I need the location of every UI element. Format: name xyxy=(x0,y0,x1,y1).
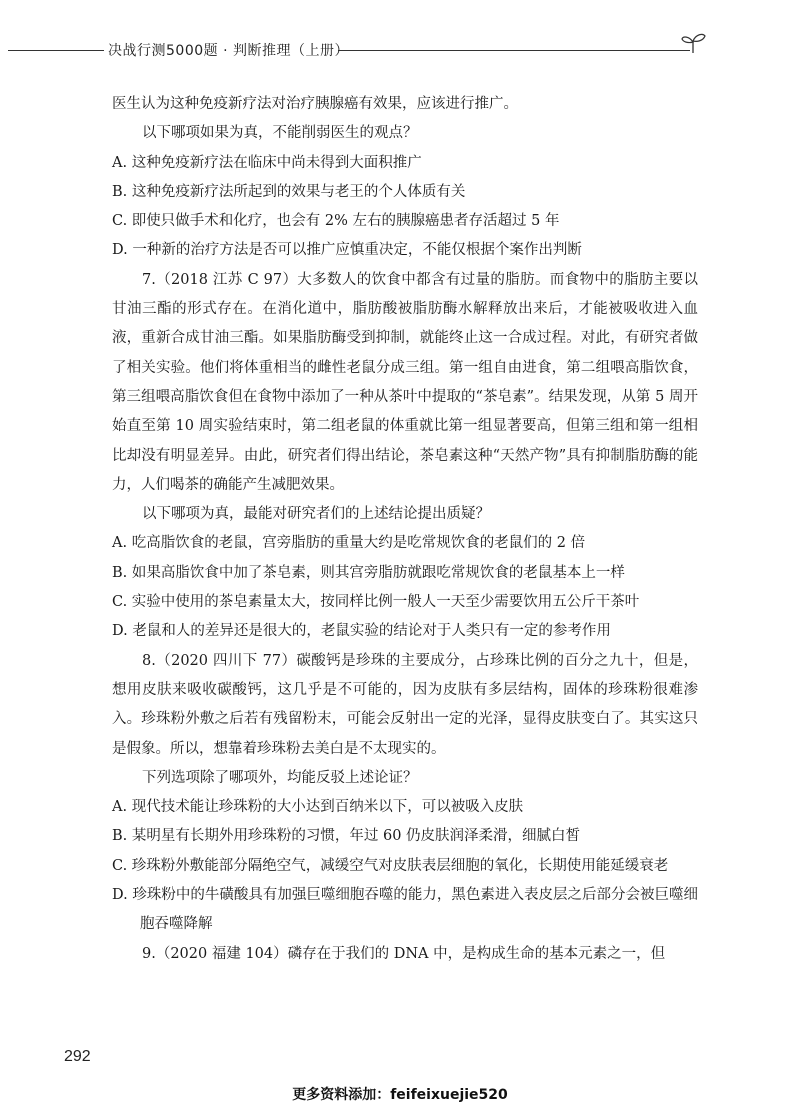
answer-option: A. 这种免疫新疗法在临床中尚未得到大面积推广 xyxy=(112,154,422,171)
answer-option: B. 某明星有长期外用珍珠粉的习惯，年过 60 仍皮肤润泽柔滑，细腻白皙 xyxy=(112,828,581,845)
answer-option: C. 实验中使用的茶皂素量太大，按同样比例一般人一天至少需要饮用五公斤干茶叶 xyxy=(112,594,640,611)
sprout-icon xyxy=(680,32,706,54)
question-passage: 8.（2020 四川下 77）碳酸钙是珍珠的主要成分，占珍珠比例的百分之九十，但是，想用皮肤来吸收碳酸钙，这几乎是不可能的，因为皮肤有多层结构，固体的珍珠粉很难渗入。珍珠粉外敷之后若有残留粉末，可能会反射出一定的光泽，显得皮肤变白了。其实这只是假象。所以，想靠着珍珠粉去美白是不太现实的。 xyxy=(112,652,698,757)
header-rule-left xyxy=(8,50,104,51)
question-stem: 以下哪项如果为真，不能削弱医生的观点？ xyxy=(142,125,418,142)
footer-note: 更多资料添加：feifeixuejie520 xyxy=(292,1087,508,1103)
answer-option: A. 吃高脂饮食的老鼠，宫旁脂肪的重量大约是吃常规饮食的老鼠们的 2 倍 xyxy=(112,535,586,552)
answer-option: A. 现代技术能让珍珠粉的大小达到百纳米以下，可以被吸入皮肤 xyxy=(112,799,524,816)
question-stem: 以下哪项为真，最能对研究者们的上述结论提出质疑？ xyxy=(142,506,490,523)
answer-option: B. 如果高脂饮食中加了茶皂素，则其宫旁脂肪就跟吃常规饮食的老鼠基本上一样 xyxy=(112,564,625,581)
answer-option: D. 珍珠粉中的牛磺酸具有加强巨噬细胞吞噬的能力，黑色素进入表皮层之后部分会被巨噬细胞吞噬降解 xyxy=(112,887,698,933)
page-body xyxy=(112,90,698,969)
answer-option: B. 这种免疫新疗法所起到的效果与老王的个人体质有关 xyxy=(112,183,466,200)
question-passage: 7.（2018 江苏 C 97）大多数人的饮食中都含有过量的脂肪。而食物中的脂肪主要以甘油三酯的形式存在。在消化道中，脂肪酸被脂肪酶水解释放出来后，才能被吸收进入血液，重新合成甘油三酯。如果脂肪酶受到抑制，就能终止这一合成过程。对此，有研究者做了相关实验。他们将体重相当的雌性老鼠分成三组。第一组自由进食，第二组喂高脂饮食，第三组喂高脂饮食但在食物中添加了一种从茶叶中提取的“茶皂素”。结果发现，从第 5 周开始直至第 10 周实验结束时，第二组老鼠的体重就比第一组显著要高，但第三组和第一组相比却没有明显差异。由此，研究者们得出结论，茶皂素这种“天然产物”具有抑制脂肪酶的能力，人们喝茶的确能产生减肥效果。 xyxy=(112,271,698,493)
book-title: 决战行测5000题 · 判断推理（上册） xyxy=(108,43,349,59)
page-number: 292 xyxy=(64,1048,91,1065)
answer-option: D. 一种新的治疗方法是否可以推广应慎重决定，不能仅根据个案作出判断 xyxy=(112,242,582,259)
header-rule-right xyxy=(338,50,690,51)
question-stem: 下列选项除了哪项外，均能反驳上述论证？ xyxy=(142,769,418,786)
running-header xyxy=(0,30,800,70)
question-passage: 9.（2020 福建 104）磷存在于我们的 DNA 中，是构成生命的基本元素之一，但 xyxy=(142,945,666,962)
paragraph: 医生认为这种免疫新疗法对治疗胰腺癌有效果，应该进行推广。 xyxy=(112,96,518,112)
answer-option: D. 老鼠和人的差异还是很大的，老鼠实验的结论对于人类只有一定的参考作用 xyxy=(112,623,611,640)
answer-option: C. 即使只做手术和化疗，也会有 2% 左右的胰腺癌患者存活超过 5 年 xyxy=(112,213,560,230)
answer-option: C. 珍珠粉外敷能部分隔绝空气，减缓空气对皮肤表层细胞的氧化，长期使用能延缓衰老 xyxy=(112,857,669,874)
